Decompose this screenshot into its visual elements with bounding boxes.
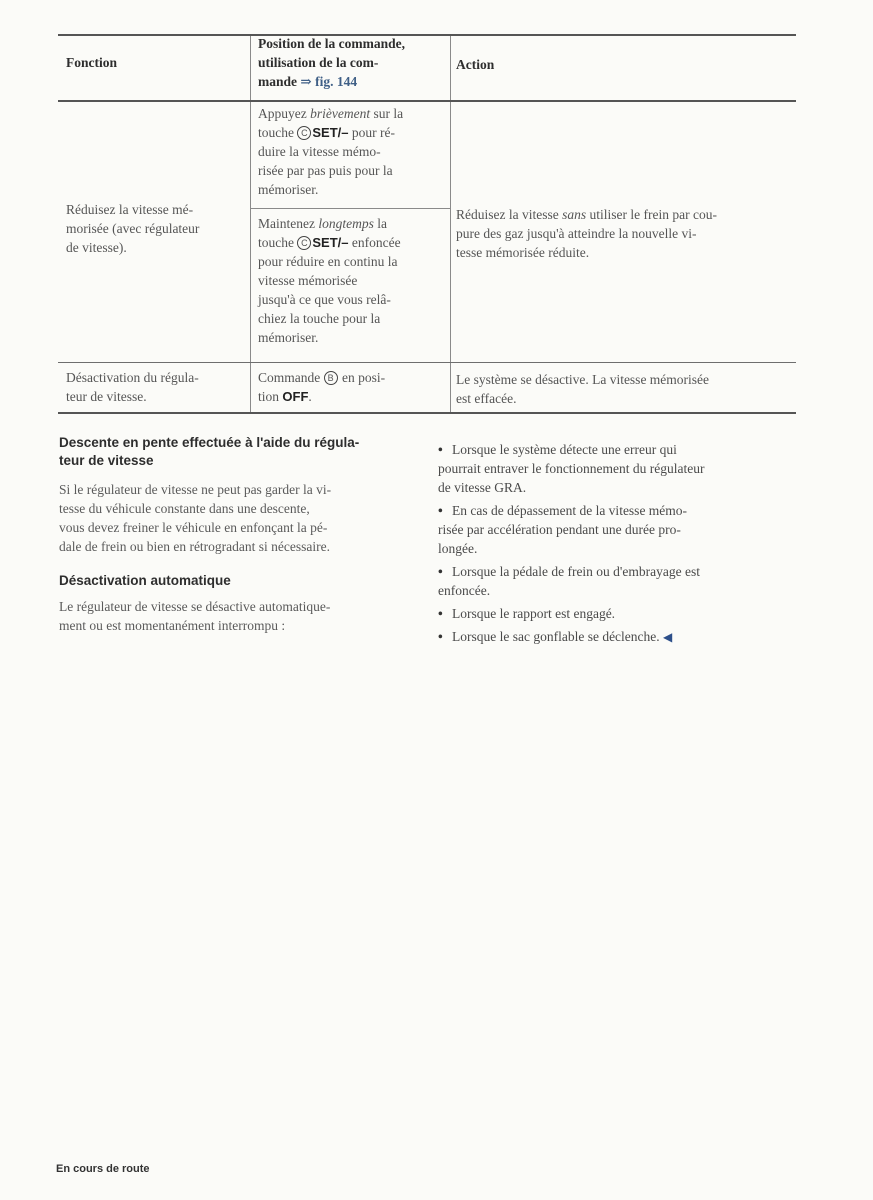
list-item [438,501,796,558]
page-footer: En cours de route [56,1163,150,1175]
text-span: en posi- [338,370,386,385]
figure-link[interactable]: fig. 144 [315,74,358,89]
column-divider [450,36,451,412]
section-title-desactivation: Désactivation automatique [59,573,231,588]
text-line [258,214,448,233]
text-span: la [373,216,387,231]
text-span: touche [258,125,298,140]
text-line [258,123,448,142]
header-rule [58,100,796,102]
text-line: jusqu'à ce que vous relâ- [258,292,391,307]
text-span: touche [258,235,298,250]
text-line: teur de vitesse [59,453,154,468]
text-span: pour ré- [348,125,395,140]
text-span: sur la [370,106,404,121]
list-item [438,627,796,647]
bullet-icon: • [438,564,443,579]
text-line: ment ou est momentanément interrompu : [59,618,286,633]
bullet-icon: • [438,503,443,518]
text-line: pour réduire en continu la [258,254,398,269]
text-line: vous devez freiner le véhicule en enfonçant la pé- [59,520,328,535]
bullet-icon: • [438,606,443,621]
table-bottom-rule [58,412,796,414]
header-position-line: Position de la commande, [258,36,405,51]
emphasis-text: longtemps [318,216,374,231]
text-line: de vitesse GRA. [438,480,527,495]
text-line [258,368,448,387]
text-line: tesse mémorisée réduite. [456,245,590,260]
list-item [438,604,796,623]
text-line: de vitesse). [66,240,127,255]
text-line: Réduisez la vitesse mé- [66,202,194,217]
off-key-label: OFF [282,389,309,404]
text-line: Le système se désactive. La vitesse mémorisée [456,372,710,387]
header-position-line: utilisation de la com- [258,55,379,70]
text-line: Le régulateur de vitesse se désactive automatique- [59,599,331,614]
list-item [438,440,796,497]
text-line: morisée (avec régulateur [66,221,200,236]
row2-command [258,368,448,406]
text-line: dale de frein ou bien en rétrogradant si nécessaire. [59,539,331,554]
text-line [456,205,792,224]
text-span: utiliser le frein par cou- [586,207,717,222]
text-line: duire la vitesse mémo- [258,144,381,159]
section-title-descente [59,434,419,470]
text-line: longée. [438,541,478,556]
section-body-desactivation [59,597,419,635]
text-line [438,440,796,459]
text-line [258,387,448,406]
arrow-right-icon: ⇒ [300,74,312,89]
row1-command-short-press [258,104,448,199]
text-line: est effacée. [456,391,517,406]
bullet-icon: • [438,442,443,457]
row2-fonction [66,368,246,406]
text-line: chiez la touche pour la [258,311,381,326]
text-line: vitesse mémorisée [258,273,358,288]
emphasis-text: sans [562,207,587,222]
text-line [438,627,796,647]
text-line [258,104,448,123]
text-line: mémoriser. [258,182,319,197]
text-line: teur de vitesse. [66,389,147,404]
row-rule [58,362,796,363]
text-line [438,501,796,520]
section-body-descente [59,480,419,556]
key-c-icon: C [297,236,311,250]
text-span: enfoncée [348,235,401,250]
text-line [438,562,796,581]
text-line: pourrait entraver le fonctionnement du régulateur [438,461,705,476]
row1-fonction [66,200,246,257]
text-line: Si le régulateur de vitesse ne peut pas garder la vi- [59,482,332,497]
text-span: Appuyez [258,106,311,121]
key-c-icon: C [297,126,311,140]
header-position [258,34,448,91]
text-line: risée par pas puis pour la [258,163,393,178]
text-span: Réduisez la vitesse [456,207,563,222]
set-key-label: SET/– [312,125,349,140]
header-action: Action [456,57,495,72]
inner-rule [250,208,450,209]
text-span: Commande [258,370,324,385]
header-fonction: Fonction [66,55,118,70]
text-line [258,233,448,252]
row1-action [456,205,792,262]
emphasis-text: brièvement [310,106,371,121]
text-line: pure des gaz jusqu'à atteindre la nouvelle vi- [456,226,697,241]
text-line: mémoriser. [258,330,319,345]
text-span: Lorsque le système détecte une erreur qui [452,442,677,457]
header-position-line [258,72,448,91]
text-span: Maintenez [258,216,319,231]
text-span: Lorsque le rapport est engagé. [452,606,616,621]
set-key-label: SET/– [312,235,349,250]
text-line [438,604,796,623]
header-position-text: mande [258,74,298,89]
text-line: Descente en pente effectuée à l'aide du régula- [59,435,360,450]
end-triangle-icon: ◀ [663,630,673,644]
text-span: . [308,389,312,404]
text-span: En cas de dépassement de la vitesse mémo- [452,503,688,518]
key-b-icon: B [324,371,338,385]
text-line: Désactivation du régula- [66,370,199,385]
text-span: Lorsque la pédale de frein ou d'embrayage est [452,564,700,579]
text-line: tesse du véhicule constante dans une descente, [59,501,310,516]
text-span: tion [258,389,283,404]
condition-list [438,440,796,651]
text-line: enfoncée. [438,583,491,598]
bullet-icon: • [438,629,443,644]
row2-action [456,370,792,408]
column-divider [250,36,251,412]
text-span: Lorsque le sac gonflable se déclenche. [452,629,660,644]
row1-command-long-press [258,214,448,347]
text-line: risée par accélération pendant une durée pro- [438,522,681,537]
list-item [438,562,796,600]
